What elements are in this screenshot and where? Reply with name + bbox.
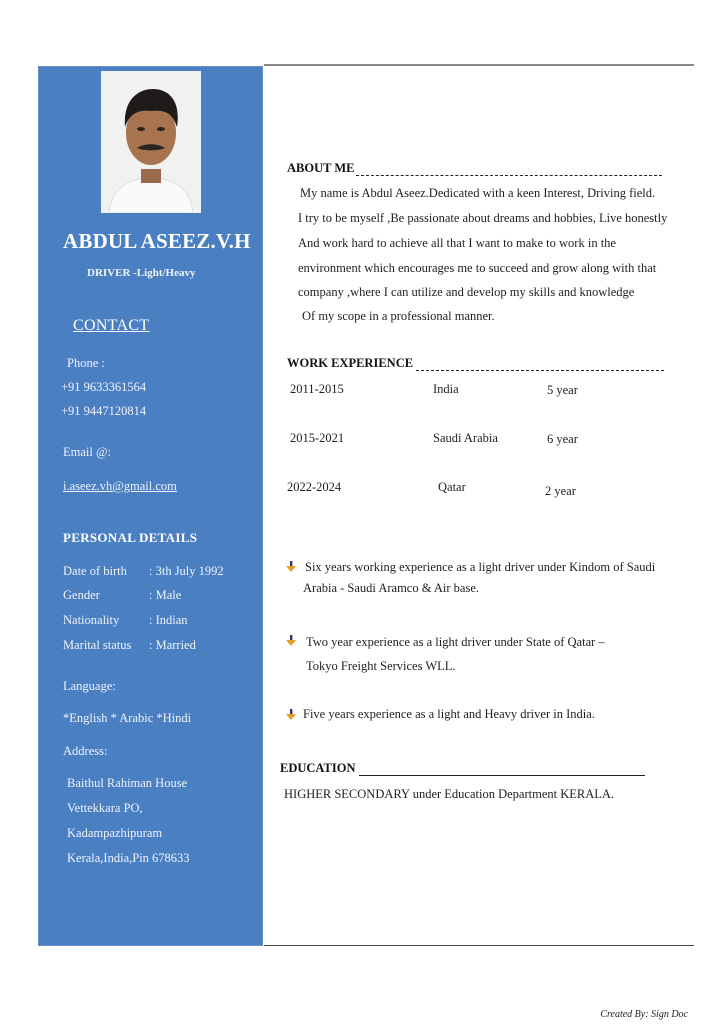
education-heading: EDUCATION — [280, 761, 356, 775]
work-country-1: India — [433, 382, 459, 396]
personal-details-heading: PERSONAL DETAILS — [63, 530, 198, 545]
email-label: Email @: — [63, 445, 111, 459]
phone-number-1: +91 9633361564 — [61, 380, 147, 394]
work-heading: WORK EXPERIENCE — [287, 356, 414, 370]
detail-label: Marital status — [63, 638, 132, 652]
candidate-name: ABDUL ASEEZ.V.H — [63, 229, 251, 253]
experience-bullet-3-line-1: Five years experience as a light and Heavy driver in India. — [303, 707, 595, 721]
experience-bullet-2-line-2: Tokyo Freight Services WLL. — [306, 659, 456, 673]
about-line-4: environment which encourages me to succeed and grow along with that — [298, 261, 657, 275]
bullet-arrow-icon — [285, 635, 297, 647]
contact-heading: CONTACT — [73, 317, 150, 334]
work-duration-2: 6 year — [547, 432, 578, 446]
detail-value: : 3th July 1992 — [149, 564, 224, 578]
languages-list: *English * Arabic *Hindi — [63, 711, 192, 725]
phone-label: Phone : — [67, 356, 105, 370]
experience-bullet-2-line-1: Two year experience as a light driver under State of Qatar – — [306, 635, 605, 649]
about-line-6: Of my scope in a professional manner. — [302, 309, 495, 323]
work-country-2: Saudi Arabia — [433, 431, 498, 445]
sidebar-panel — [38, 66, 263, 946]
detail-label: Date of birth — [63, 564, 127, 578]
experience-bullet-1-line-1: Six years working experience as a light driver under Kindom of Saudi — [305, 560, 656, 574]
detail-value: : Married — [149, 638, 196, 652]
education-heading-rule — [359, 775, 645, 776]
bullet-arrow-icon — [285, 709, 297, 721]
work-country-3: Qatar — [438, 480, 466, 494]
education-text: HIGHER SECONDARY under Education Department KERALA. — [284, 787, 615, 801]
detail-row-gender — [63, 588, 181, 603]
top-divider — [264, 64, 694, 66]
candidate-role: DRIVER -Light/Heavy — [87, 267, 196, 279]
detail-value: : Indian — [149, 613, 188, 627]
work-duration-1: 5 year — [547, 383, 578, 397]
email-link[interactable]: i.aseez.vh@gmail.com — [63, 479, 177, 493]
work-heading-rule — [416, 370, 664, 371]
footer-credit: Created By: Sign Doc — [600, 1009, 688, 1020]
phone-number-2: +91 9447120814 — [61, 404, 147, 418]
work-duration-3: 2 year — [545, 484, 576, 498]
detail-row-marital-status — [63, 638, 196, 653]
work-period-1: 2011-2015 — [290, 382, 344, 396]
language-label: Language: — [63, 679, 116, 693]
about-line-2: I try to be myself ,Be passionate about dreams and hobbies, Live honestly — [298, 211, 668, 225]
bottom-divider — [264, 945, 694, 946]
address-label: Address: — [63, 744, 108, 758]
detail-row-dob — [63, 564, 224, 579]
about-line-3: And work hard to achieve all that I want to make to work in the — [298, 236, 616, 250]
address-line-3: Kadampazhipuram — [67, 826, 163, 840]
about-line-1: My name is Abdul Aseez.Dedicated with a keen Interest, Driving field. — [300, 186, 656, 200]
work-period-3: 2022-2024 — [287, 480, 342, 494]
bullet-arrow-icon — [285, 561, 297, 573]
detail-label: Nationality — [63, 613, 120, 627]
profile-photo-image — [101, 71, 201, 213]
about-heading-rule — [356, 175, 662, 176]
detail-row-nationality — [63, 613, 188, 628]
about-heading: ABOUT ME — [287, 161, 355, 175]
profile-photo — [101, 71, 201, 213]
address-line-4: Kerala,India,Pin 678633 — [67, 851, 190, 865]
about-line-5: company ,where I can utilize and develop my skills and knowledge — [298, 285, 635, 299]
experience-bullet-1-line-2: Arabia - Saudi Aramco & Air base. — [303, 581, 479, 595]
detail-value: : Male — [149, 588, 182, 602]
address-line-1: Baithul Rahiman House — [67, 776, 188, 790]
work-period-2: 2015-2021 — [290, 431, 345, 445]
address-line-2: Vettekkara PO, — [67, 801, 143, 815]
detail-label: Gender — [63, 588, 100, 602]
